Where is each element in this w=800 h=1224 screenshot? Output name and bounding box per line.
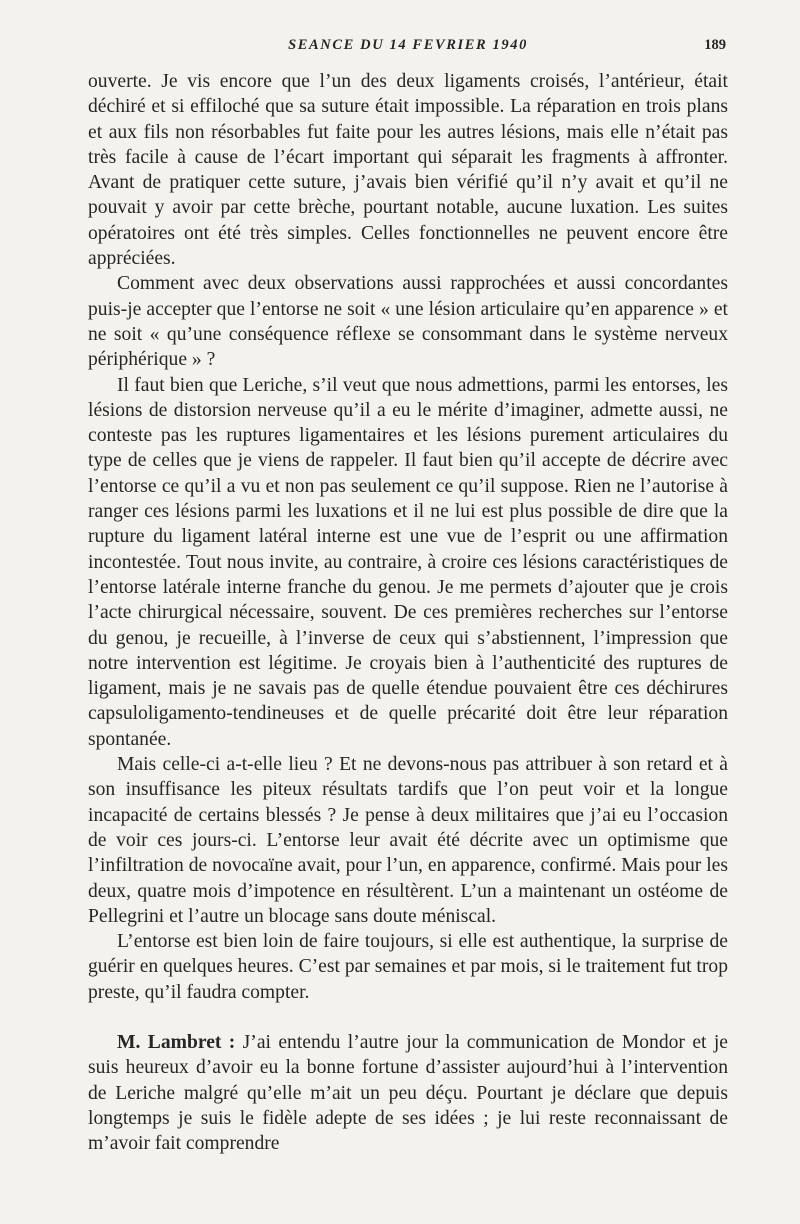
page-header bbox=[88, 37, 728, 57]
paragraph-continuation: ouverte. Je vis encore que l’un des deux ligaments croisés, l’antérieur, était déchiré et si effiloché que sa suture était impossible. La réparation en trois plans et aux fils non résorbables fut faite pour les autres lésions, mais elle n’était pas très facile à cause de l’écart important qui séparait les fragments à affronter. Avant de pratiquer cette suture, j’avais bien vérifié qu’il n’y avait et qu’il ne pouvait y avoir par cette brèche, pourtant notable, aucune luxation. Les suites opératoires ont été très simples. Celles fonctionnelles ne peuvent encore être appréciées. bbox=[88, 71, 728, 270]
running-title: SEANCE DU 14 FEVRIER 1940 bbox=[288, 37, 528, 53]
body-text bbox=[88, 69, 728, 1156]
paragraph: Il faut bien que Leriche, s’il veut que nous admettions, parmi les entorses, les lésions de distorsion nerveuse qu’il a eu le mérite d’imaginer, admette aussi, ne conteste pas les ruptures ligamentaires et les lésions purement articulaires du type de celles que je viens de rappeler. Il faut bien qu’il accepte de décrire avec l’entorse ce qu’il a vu et non pas seulement ce qu’il suppose. Rien ne l’autorise à ranger ces lésions parmi les luxations et il ne lui est plus possible de dire que la rupture du ligament latéral interne est une vue de l’esprit ou une affirmation incontestée. Tout nous invite, au contraire, à croire ces lésions caractéristiques de l’entorse latérale interne franche du genou. Je me permets d’ajouter que je crois l’acte chirurgical nécessaire, souvent. De ces premières recherches sur l’entorse du genou, je recueille, à l’inverse de ceux qui s’abstiennent, l’impression que notre intervention est légitime. Je croyais bien à l’authenticité des ruptures de ligament, mais je ne savais pas de quelle étendue pouvaient être ces déchirures capsuloligamento-tendineuses et de quelle précarité doit être leur réparation spontanée. bbox=[88, 374, 728, 750]
speaker-name: M. Lambret : bbox=[117, 1031, 236, 1053]
paragraph: Mais celle-ci a-t-elle lieu ? Et ne devons-nous pas attribuer à son retard et à son insuffisance les piteux résultats tardifs que l’on peut voir et la longue incapacité de certains blessés ? Je pense à deux militaires que j’ai eu l’occasion de voir ces jours-ci. L’entorse leur avait été décrite avec un optimisme que l’infiltration de novocaïne avait, pour l’un, en apparence, confirmé. Mais pour les deux, quatre mois d’impotence en résultèrent. L’un a maintenant un ostéome de Pellegrini et l’autre un blocage sans doute méniscal. bbox=[88, 754, 728, 927]
page-number: 189 bbox=[704, 37, 726, 53]
intervention-text: J’ai entendu l’autre jour la communication de Mondor et je suis heureux d’avoir eu la bonne fortune d’assister aujourd’hui à l’intervention de Leriche malgré qu’elle m’ait un peu déçu. Pourtant je déclare que depuis longtemps je suis le fidèle adepte de ses idées ; je lui reste reconnaissant de m’avoir fait comprendre bbox=[88, 1031, 728, 1155]
paragraph: Comment avec deux observations aussi rapprochées et aussi concordantes puis-je accepter que l’entorse ne soit « une lésion articulaire qu’en apparence » et ne soit « qu’une conséquence réflexe se consommant dans le système nerveux périphérique » ? bbox=[88, 273, 728, 371]
intervention-paragraph bbox=[88, 1030, 728, 1156]
paragraph: L’entorse est bien loin de faire toujours, si elle est authentique, la surprise de guérir en quelques heures. C’est par semaines et par mois, si le traitement fut trop preste, qu’il faudra compter. bbox=[88, 931, 728, 1003]
